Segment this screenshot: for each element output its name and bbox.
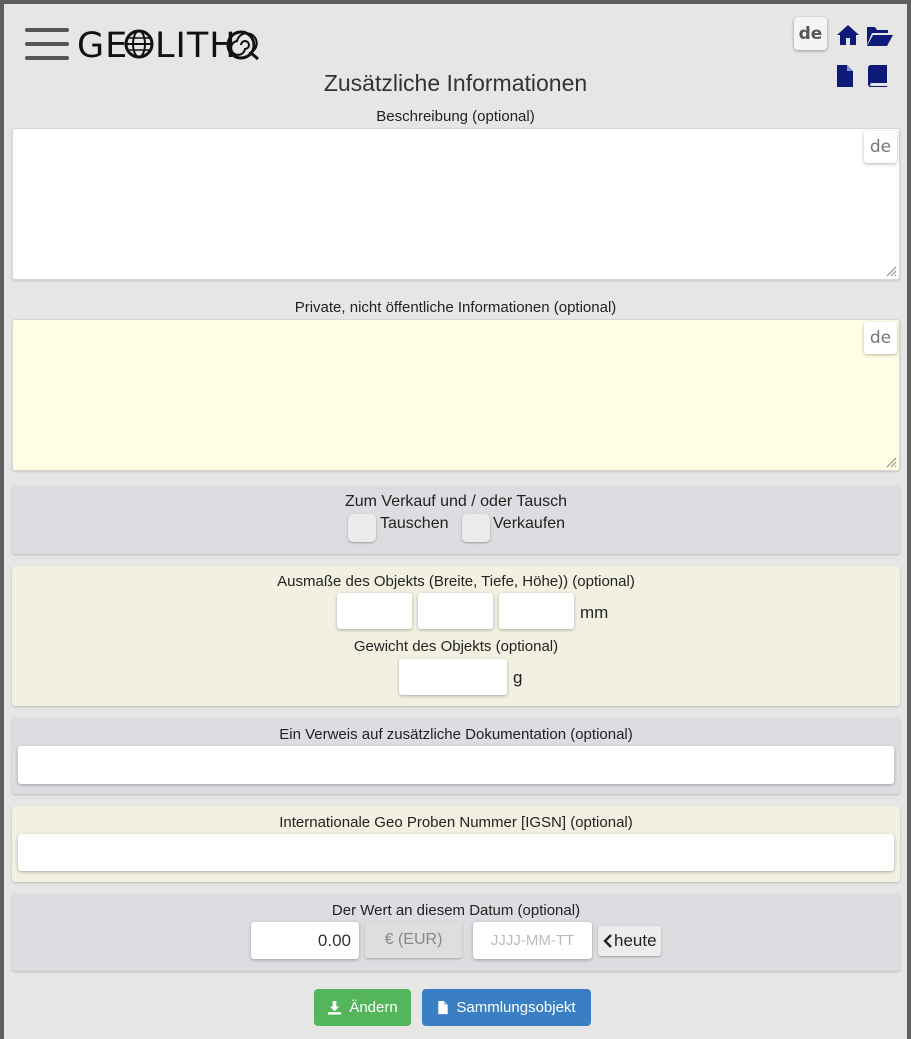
today-label: heute	[614, 931, 657, 950]
igsn-input[interactable]	[18, 834, 894, 871]
description-label: Beschreibung (optional)	[376, 108, 535, 125]
description-textarea[interactable]	[12, 128, 900, 280]
weight-label: Gewicht des Objekts (optional)	[353, 638, 559, 655]
weight-input[interactable]	[399, 659, 507, 695]
dimensions-label: Ausmaße des Objekts (Breite, Tiefe, Höhe)) (optional)	[277, 573, 635, 590]
private-info-textarea[interactable]	[12, 319, 900, 471]
logo[interactable]	[77, 24, 259, 64]
collection-object-label: Sammlungsobjekt	[456, 999, 576, 1016]
igsn-label: Internationale Geo Proben Nummer [IGSN] (optional)	[279, 814, 633, 831]
resize-grip-icon[interactable]	[885, 265, 897, 277]
exchange-checkbox[interactable]	[348, 514, 376, 542]
depth-input[interactable]	[418, 593, 493, 629]
height-input[interactable]	[499, 593, 574, 629]
date-input[interactable]: JJJJ-MM-TT	[473, 922, 592, 959]
private-info-label: Private, nicht öffentliche Informationen (optional)	[294, 299, 617, 316]
logo-text	[77, 24, 259, 64]
sell-checkbox[interactable]	[462, 514, 490, 542]
trade-panel	[12, 486, 900, 554]
documentation-panel	[12, 718, 900, 794]
igsn-panel	[12, 806, 900, 882]
dimensions-unit: mm	[580, 603, 609, 622]
folder-open-icon[interactable]	[866, 24, 894, 48]
today-button[interactable]	[598, 926, 661, 956]
resize-grip-icon[interactable]	[885, 456, 897, 468]
documentation-input[interactable]	[18, 746, 894, 784]
value-amount-input[interactable]: 0.00	[251, 922, 359, 959]
change-label: Ändern	[349, 999, 398, 1016]
private-info-lang-button[interactable]: de	[864, 322, 897, 354]
exchange-label: Tauschen	[380, 515, 449, 532]
sell-label: Verkaufen	[493, 515, 566, 532]
collection-object-button[interactable]	[422, 989, 591, 1026]
dimensions-panel	[12, 566, 900, 706]
page-frame	[4, 4, 907, 1039]
logo-graphic	[77, 24, 259, 64]
svg-text:LITH: LITH	[155, 26, 237, 64]
menu-icon[interactable]	[25, 28, 69, 62]
value-panel	[12, 894, 900, 971]
documentation-label: Ein Verweis auf zusätzliche Dokumentation (optional)	[279, 726, 633, 743]
file-icon	[437, 1000, 449, 1015]
home-icon[interactable]	[836, 23, 860, 47]
page-title: Zusätzliche Informationen	[323, 70, 588, 96]
value-label: Der Wert an diesem Datum (optional)	[331, 902, 581, 919]
weight-unit: g	[513, 668, 523, 687]
currency-select[interactable]: € (EUR)	[365, 922, 462, 958]
trade-label: Zum Verkauf und / oder Tausch	[344, 493, 568, 510]
width-input[interactable]	[337, 593, 412, 629]
language-button[interactable]: de	[794, 17, 827, 50]
svg-text:GE: GE	[77, 26, 129, 64]
chevron-left-icon	[602, 933, 614, 949]
change-button[interactable]	[314, 989, 411, 1026]
description-lang-button[interactable]: de	[864, 131, 897, 163]
download-icon	[327, 1000, 342, 1015]
